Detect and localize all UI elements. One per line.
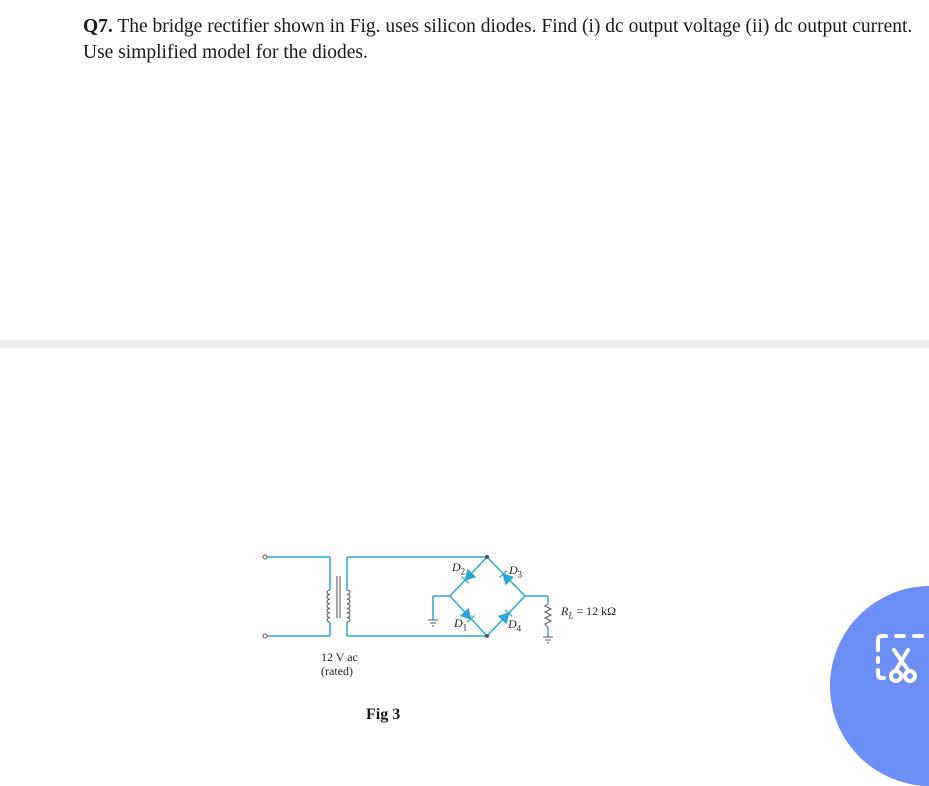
d4-letter: D xyxy=(508,617,517,631)
diode-d2-label xyxy=(452,560,465,578)
resistor-icon xyxy=(545,604,551,628)
question-number: Q7. xyxy=(83,16,113,37)
load-value: = 12 kΩ xyxy=(573,604,617,618)
snip-scissors-icon xyxy=(874,630,929,686)
node-top-dot xyxy=(485,555,489,559)
d2-subscript: 2 xyxy=(460,566,466,577)
d3-subscript: 3 xyxy=(517,569,523,580)
source-rated: (rated) xyxy=(321,664,353,678)
ground-icon-left xyxy=(428,620,438,626)
source-label xyxy=(321,650,358,678)
d1-subscript: 1 xyxy=(462,622,468,633)
load-resistor-label xyxy=(561,604,616,622)
load-letter: R xyxy=(561,604,569,618)
terminal-top-dot xyxy=(263,555,267,559)
node-bottom-dot xyxy=(485,634,489,638)
diode-d4-label xyxy=(508,617,521,635)
source-voltage: 12 V ac xyxy=(321,650,358,664)
figure-caption: Fig 3 xyxy=(366,706,401,723)
d1-letter: D xyxy=(454,616,463,630)
diode-d3-label xyxy=(509,563,522,581)
terminal-bottom-dot xyxy=(263,634,267,638)
question-body: The bridge rectifier shown in Fig. uses silicon diodes. Find (i) dc output voltage (ii) dc output current. Use simplified model for the diodes. xyxy=(83,16,913,63)
load-subscript: L xyxy=(568,610,574,621)
d2-letter: D xyxy=(452,560,461,574)
diode-d1-label xyxy=(454,616,467,634)
d3-letter: D xyxy=(509,563,518,577)
ground-icon-right xyxy=(543,637,553,643)
d4-subscript: 4 xyxy=(516,623,522,634)
